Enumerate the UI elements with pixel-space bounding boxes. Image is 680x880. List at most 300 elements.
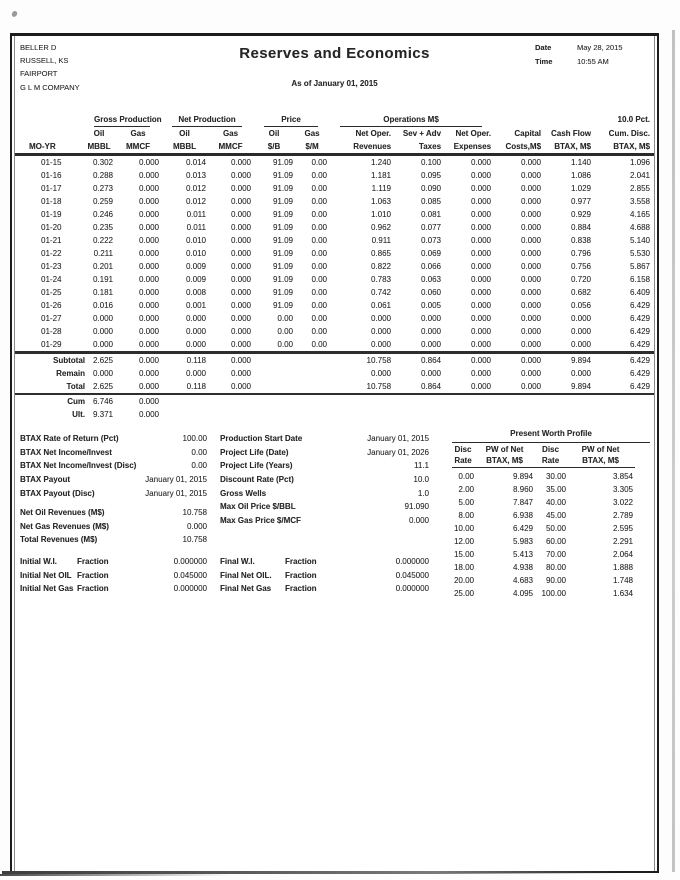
table-cell: 0.000	[210, 380, 255, 394]
table-cell: 0.000	[230, 197, 251, 206]
fraction-row	[20, 582, 207, 596]
table-cell: 01-28	[41, 327, 62, 336]
table-cell: 10.758	[331, 380, 395, 394]
table-cell: 0.000	[138, 158, 159, 167]
table-cell: 6.746	[92, 397, 113, 406]
table-cell: 0.000	[138, 314, 159, 323]
table-cell: 0.000	[570, 314, 592, 323]
table-cell: 0.211	[93, 249, 113, 258]
col-header: Oil	[268, 129, 280, 138]
table-cell: 01-27	[41, 314, 62, 323]
stat-value: 1.0	[417, 488, 429, 498]
report-page	[10, 33, 659, 873]
stat-row	[20, 459, 207, 473]
table-cell: 0.191	[92, 275, 113, 284]
col-header: MBBL	[85, 140, 117, 155]
table-cell: 0.259	[92, 197, 113, 206]
table-cell: 0.060	[420, 288, 442, 297]
pw-cell: 1.888	[612, 563, 633, 572]
pw-title: Present Worth Profile	[452, 428, 650, 443]
table-cell: 1.086	[570, 171, 592, 180]
pw-cell: 2.595	[612, 524, 633, 533]
table-cell: 0.00	[311, 210, 328, 219]
pw-row	[452, 496, 635, 509]
table-cell: 0.000	[470, 369, 492, 378]
table-cell: 01-24	[41, 275, 62, 284]
table-cell: 0.000	[138, 197, 159, 206]
table-cell: 0.000	[520, 327, 542, 336]
table-cell: 0.288	[92, 171, 113, 180]
column-header-row-2	[15, 140, 654, 155]
group-price	[255, 112, 331, 127]
group-net-production	[163, 112, 255, 127]
table-cell: 0.000	[185, 327, 206, 336]
table-cell: 91.09	[272, 171, 293, 180]
table-cell: 0.000	[138, 410, 159, 419]
table-cell: 3.558	[629, 197, 651, 206]
fraction-value: 0.000000	[395, 557, 429, 566]
table-cell: 0.00	[311, 236, 328, 245]
pw-cell: 9.894	[512, 472, 533, 481]
col-header: Net Oper.	[455, 129, 492, 138]
summary-row	[15, 353, 654, 368]
table-cell: 0.000	[445, 353, 495, 368]
pw-cell: 8.960	[512, 485, 533, 494]
table-cell: 0.181	[92, 288, 113, 297]
pw-cell: 2.00	[458, 485, 474, 494]
table-cell	[255, 380, 297, 394]
table-cell: 0.090	[420, 184, 442, 193]
pw-row	[452, 522, 635, 535]
table-cell: 6.429	[629, 327, 651, 336]
table-cell: 0.011	[186, 223, 206, 232]
table-cell: 0.864	[395, 353, 445, 368]
col-header: Capital	[514, 129, 542, 138]
table-cell: 0.00	[311, 158, 328, 167]
table-cell: Total	[15, 380, 85, 394]
spacer-cell	[163, 394, 654, 408]
table-cell: 0.742	[370, 288, 392, 297]
table-cell: 0.000	[138, 184, 159, 193]
table-cell: 0.012	[185, 184, 206, 193]
pw-cell: 18.00	[453, 563, 474, 572]
stat-value: 10.758	[182, 508, 207, 517]
table-cell: 0.000	[445, 380, 495, 394]
table-cell: 0.010	[185, 249, 206, 258]
table-cell: 9.371	[92, 410, 113, 419]
table-cell: 0.000	[520, 197, 542, 206]
table-cell: 0.118	[163, 353, 210, 368]
table-cell: 0.000	[470, 236, 492, 245]
table-cell: 2.041	[629, 171, 651, 180]
stat-label: BTAX Net Income/Invest	[20, 447, 112, 457]
table-cell: 01-29	[41, 340, 62, 349]
table-cell: 0.302	[92, 158, 113, 167]
stat-row	[20, 533, 207, 547]
pw-cell: 25.00	[453, 589, 474, 598]
pw-cell: 2.291	[612, 537, 633, 546]
table-cell: 1.140	[570, 158, 592, 167]
pw-cell: 7.847	[512, 498, 533, 507]
pw-cell: 1.748	[612, 576, 633, 585]
table-cell: 6.429	[629, 340, 651, 349]
fraction-name: Initial Net Gas	[20, 584, 74, 594]
table-cell: 0.000	[230, 236, 251, 245]
stat-value: 10.758	[182, 535, 207, 545]
table-cell: 91.09	[272, 301, 293, 310]
pw-col-header: Rate	[535, 455, 568, 468]
table-cell: 1.010	[370, 210, 392, 219]
table-cell: 0.100	[420, 158, 442, 167]
table-cell: 1.063	[370, 197, 392, 206]
table-cell: 0.063	[420, 275, 442, 284]
fraction-unit: Fraction	[285, 557, 317, 566]
pw-cell: 20.00	[453, 576, 474, 585]
table-cell: 0.000	[138, 210, 159, 219]
table-cell: 01-20	[41, 223, 62, 232]
table-cell: 0.000	[92, 314, 113, 323]
table-cell: 0.010	[185, 236, 206, 245]
table-cell: Cum	[67, 397, 85, 406]
table-cell: 0.000	[138, 369, 159, 378]
pw-cell: 10.00	[453, 524, 474, 533]
stat-value: January 01, 2026	[367, 447, 429, 457]
table-cell: 0.00	[311, 171, 328, 180]
pw-row	[452, 483, 635, 496]
col-header: Gas	[304, 129, 320, 138]
table-cell: 0.720	[570, 275, 592, 284]
stat-value: 0.000	[186, 521, 207, 531]
table-cell: 0.000	[470, 340, 492, 349]
table-cell: 0.000	[470, 288, 492, 297]
table-cell: 0.056	[570, 301, 592, 310]
scan-artifact-strip	[672, 30, 675, 872]
table-row	[15, 155, 654, 170]
btax-stats-block	[20, 432, 207, 500]
table-cell: 0.000	[470, 314, 492, 323]
stat-value: January 01, 2015	[145, 474, 207, 484]
table-cell: 9.894	[545, 380, 595, 394]
table-cell: 0.066	[420, 262, 442, 271]
pw-row	[452, 509, 635, 522]
table-cell: 0.000	[230, 369, 251, 378]
table-cell: 0.783	[370, 275, 392, 284]
pw-cell: 45.00	[545, 511, 566, 520]
stat-value: 100.00	[182, 434, 207, 443]
table-cell	[255, 367, 297, 380]
table-cell: 0.000	[185, 369, 206, 378]
table-cell: 0.016	[92, 301, 113, 310]
table-cell: 6.429	[629, 369, 651, 378]
table-cell: 0.000	[138, 397, 159, 406]
table-cell: 0.822	[370, 262, 392, 271]
pw-cell: 3.854	[612, 472, 633, 481]
group-label: Gross Production	[94, 113, 150, 127]
col-header: BTAX, M$	[545, 140, 595, 155]
fraction-value: 0.000000	[395, 584, 429, 594]
table-cell: 0.000	[520, 249, 542, 258]
table-row	[15, 273, 654, 286]
initial-fractions-block	[20, 555, 207, 596]
table-cell: 0.865	[370, 249, 392, 258]
table-cell: 0.246	[92, 210, 113, 219]
table-cell: Subtotal	[15, 353, 85, 368]
col-header: Sev + Adv	[402, 129, 442, 138]
table-cell: 0.000	[230, 340, 251, 349]
table-cell: 01-16	[41, 171, 62, 180]
pw-cell: 4.683	[512, 576, 533, 585]
stat-label: Discount Rate (Pct)	[220, 474, 294, 484]
table-cell: 91.09	[272, 262, 293, 271]
pw-cell: 2.064	[612, 550, 633, 559]
pw-cell: 35.00	[545, 485, 566, 494]
stat-value: 11.1	[414, 461, 429, 471]
pw-row	[452, 535, 635, 548]
table-cell: 0.000	[520, 210, 542, 219]
table-cell: 0.000	[230, 288, 251, 297]
pw-col-header: BTAX, M$	[476, 455, 535, 468]
table-cell: 91.09	[272, 223, 293, 232]
fraction-name: Final W.I.	[220, 557, 255, 566]
col-header: Gas	[222, 129, 239, 138]
table-cell: 0.00	[311, 340, 328, 349]
table-row	[15, 182, 654, 195]
table-cell: 0.008	[185, 288, 206, 297]
stat-row	[220, 487, 429, 501]
table-cell: 0.000	[495, 380, 545, 394]
table-cell: 01-18	[41, 197, 62, 206]
table-cell: 0.00	[311, 301, 328, 310]
table-cell: 91.09	[272, 288, 293, 297]
project-stats-block	[220, 432, 429, 500]
table-cell: 0.012	[185, 197, 206, 206]
pw-col-header: PW of Net	[485, 445, 524, 454]
table-cell: 01-15	[41, 158, 62, 167]
table-cell: 0.682	[570, 288, 592, 297]
table-cell: 0.000	[520, 158, 542, 167]
table-cell: 0.009	[185, 275, 206, 284]
owner-line: FAIRPORT	[20, 69, 58, 79]
fraction-unit: Fraction	[285, 570, 317, 580]
table-cell: 01-21	[41, 236, 62, 245]
col-header: $/B	[255, 140, 297, 155]
table-cell: 0.000	[230, 327, 251, 336]
table-cell: 1.119	[371, 184, 392, 193]
economics-table	[15, 112, 654, 421]
fraction-name: Final Net Gas	[220, 584, 272, 594]
table-cell: 0.005	[420, 301, 442, 310]
col-header: Costs,M$	[495, 140, 545, 155]
table-cell: 0.011	[186, 210, 206, 219]
table-cell: 0.000	[470, 223, 492, 232]
column-header-row-1	[15, 127, 654, 140]
table-cell	[297, 367, 331, 380]
table-row	[15, 325, 654, 338]
date-row	[535, 43, 622, 52]
pw-cell: 3.022	[612, 498, 633, 507]
col-header: Gas	[130, 129, 146, 138]
pw-cell: 2.789	[612, 511, 633, 520]
fraction-name: Initial Net OIL	[20, 570, 72, 580]
stat-label: Project Life (Date)	[220, 447, 289, 457]
table-cell: 0.000	[117, 353, 163, 368]
table-cell: 91.09	[272, 275, 293, 284]
table-cell: 0.838	[570, 236, 592, 245]
pw-col-header: Disc	[542, 445, 559, 454]
stat-label: BTAX Net Income/Invest (Disc)	[20, 461, 137, 471]
pw-cell: 80.00	[545, 563, 566, 572]
table-cell: 0.000	[230, 184, 251, 193]
cumulative-row	[15, 394, 654, 408]
table-cell: 0.000	[230, 171, 251, 180]
table-cell: 0.000	[520, 262, 542, 271]
table-row	[15, 312, 654, 325]
stat-row	[20, 432, 207, 446]
col-header: Taxes	[395, 140, 445, 155]
pw-row	[452, 574, 635, 587]
table-cell: 2.625	[85, 380, 117, 394]
table-cell: 0.000	[420, 314, 442, 323]
table-cell: 0.00	[311, 184, 328, 193]
table-cell: 0.000	[520, 314, 542, 323]
table-cell: 0.061	[370, 301, 392, 310]
table-cell: 0.000	[230, 314, 251, 323]
table-cell: 0.000	[92, 369, 113, 378]
scan-artifact-smear	[0, 874, 230, 876]
stat-label: Net Gas Revenues (M$)	[20, 521, 109, 531]
stat-label: Max Gas Price $/MCF	[220, 515, 301, 525]
table-cell: 0.929	[570, 210, 592, 219]
page-title: Reserves and Economics	[239, 45, 430, 62]
table-cell: 1.029	[570, 184, 592, 193]
stat-row	[20, 473, 207, 487]
table-cell: 0.000	[210, 353, 255, 368]
table-cell: 2.625	[85, 353, 117, 368]
table-cell: 0.000	[138, 236, 159, 245]
table-cell: 0.756	[570, 262, 592, 271]
col-header: Oil	[179, 129, 190, 138]
table-cell: 0.00	[311, 327, 328, 336]
revenues-stats-block	[20, 506, 207, 547]
economics-table-body	[15, 155, 654, 422]
table-cell: 0.00	[311, 288, 328, 297]
pw-header-row-2	[452, 455, 635, 468]
table-row	[15, 338, 654, 353]
fraction-value: 0.045000	[173, 570, 207, 580]
stat-row	[220, 473, 429, 487]
table-cell: 0.081	[420, 210, 442, 219]
table-cell: 0.201	[92, 262, 113, 271]
table-cell: 0.000	[230, 223, 251, 232]
cumulative-row	[15, 408, 654, 421]
table-cell: 91.09	[272, 249, 293, 258]
table-cell: 5.530	[629, 249, 651, 258]
stat-label: Project Life (Years)	[220, 461, 293, 471]
table-cell: 0.000	[570, 340, 592, 349]
table-cell: 0.014	[185, 158, 206, 167]
stat-row	[220, 446, 429, 460]
spacer-cell	[163, 408, 654, 421]
fraction-unit: Fraction	[285, 584, 317, 594]
stat-value: 0.000	[408, 515, 429, 525]
fraction-name: Initial W.I.	[20, 557, 57, 566]
table-cell: 0.000	[230, 210, 251, 219]
spacer-cell	[495, 112, 545, 127]
table-cell: Remain	[56, 369, 85, 378]
table-row	[15, 260, 654, 273]
fraction-row	[20, 569, 207, 583]
fraction-unit: Fraction	[77, 570, 109, 580]
table-cell: 10.758	[331, 353, 395, 368]
col-header: MBBL	[163, 140, 210, 155]
stat-label: Max Oil Price $/BBL	[220, 502, 296, 511]
table-cell: 5.140	[629, 236, 651, 245]
table-cell: 0.000	[230, 301, 251, 310]
table-cell: 0.00	[311, 249, 328, 258]
table-cell: 0.222	[92, 236, 113, 245]
pw-cell: 8.00	[458, 511, 474, 520]
pw-table	[452, 444, 635, 600]
stat-row	[20, 506, 207, 520]
table-cell: 0.000	[370, 340, 392, 349]
table-cell: 01-19	[41, 210, 62, 219]
stat-row	[20, 446, 207, 460]
table-cell: 0.000	[138, 171, 159, 180]
table-cell: 0.000	[520, 340, 542, 349]
table-cell: 0.962	[370, 223, 392, 232]
table-cell: 6.158	[629, 275, 651, 284]
table-row	[15, 169, 654, 182]
group-label: Price	[264, 113, 318, 127]
table-cell: 0.000	[138, 340, 159, 349]
table-cell: 0.000	[138, 249, 159, 258]
fraction-row	[220, 582, 429, 596]
table-cell: 0.273	[92, 184, 113, 193]
time-row	[535, 57, 609, 66]
table-cell: Ult.	[72, 410, 85, 419]
table-cell: 0.911	[371, 236, 392, 245]
group-label: Operations M$	[340, 113, 482, 127]
table-cell: 0.00	[277, 340, 293, 349]
table-cell: 0.000	[470, 197, 492, 206]
table-row	[15, 234, 654, 247]
table-cell: 0.000	[470, 301, 492, 310]
stat-value: January 01, 2015	[367, 434, 429, 443]
table-cell: 0.069	[420, 249, 442, 258]
table-cell: 0.000	[370, 327, 392, 336]
table-cell: 0.000	[117, 380, 163, 394]
pw-table-body	[452, 468, 635, 601]
table-cell: 0.00	[311, 262, 328, 271]
table-cell: 5.867	[629, 262, 651, 271]
table-cell: 0.000	[470, 249, 492, 258]
stat-label: Total Revenues (M$)	[20, 535, 98, 545]
fraction-name: Final Net OIL.	[220, 570, 272, 580]
pw-row	[452, 561, 635, 574]
present-worth-profile	[452, 428, 650, 600]
fraction-unit: Fraction	[77, 557, 109, 566]
pw-cell: 40.00	[545, 498, 566, 507]
table-cell: 9.894	[545, 353, 595, 368]
fraction-unit: Fraction	[77, 584, 109, 594]
table-cell: 0.000	[420, 369, 442, 378]
table-cell: 01-25	[41, 288, 62, 297]
table-cell: 0.000	[495, 353, 545, 368]
table-cell: 1.096	[629, 158, 651, 167]
group-gross-production	[85, 112, 163, 127]
stat-value: January 01, 2015	[145, 488, 207, 498]
pw-cell: 6.938	[512, 511, 533, 520]
